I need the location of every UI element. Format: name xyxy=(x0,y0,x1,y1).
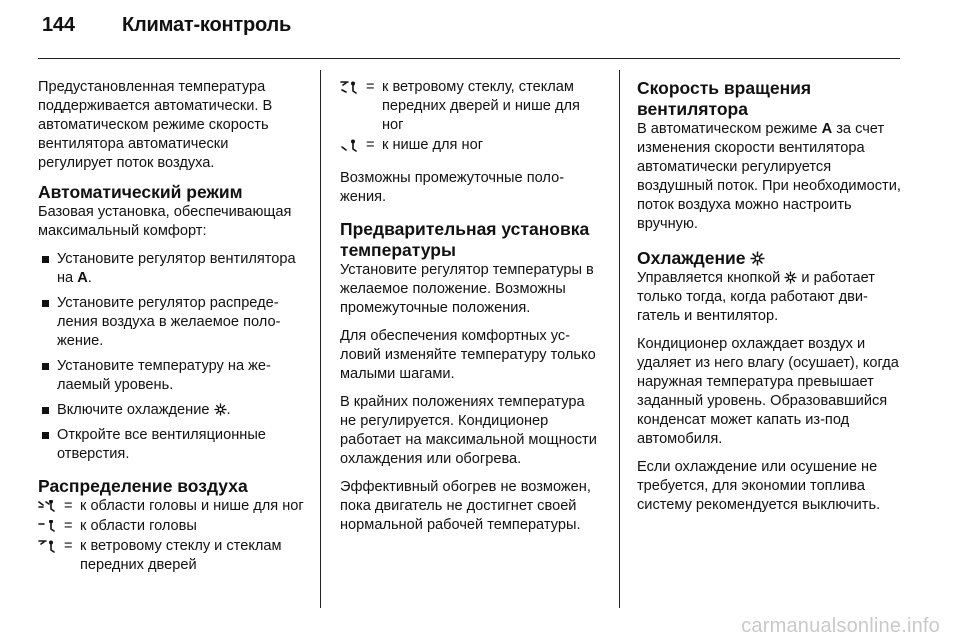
bullet-temperature: Установите температуру на желаемый уровень. xyxy=(38,357,306,395)
distribution-row: = к ветровому стеклу, стеклам передних дверей и нише для ног xyxy=(340,78,602,135)
watermark: carmanualsonline.info xyxy=(741,615,940,637)
page-title: Климат-контроль xyxy=(122,14,292,36)
bullet-marker xyxy=(42,256,49,263)
air-head-icon xyxy=(38,520,56,533)
preset-paragraph-1: Установите регулятор температуры в желаемое положение. Возможны промежуточные положения. xyxy=(340,262,594,316)
preset-paragraph-4: Эффективный обогрев не возможен, пока двигатель не достигнет своей нормальной рабочей температуры. xyxy=(340,479,591,533)
air-windscreen-feet-icon xyxy=(340,81,358,94)
intermediate-text: Возможны промежуточные положения. xyxy=(340,170,565,205)
snowflake-icon xyxy=(750,251,765,266)
bullet-distribution: Установите регулятор распределения воздуха в желаемое положение. xyxy=(38,294,306,351)
distribution-heading: Распределение воздуха xyxy=(38,476,248,496)
auto-mode-text: Базовая установка, обеспечивающая максимальный комфорт: xyxy=(38,204,292,239)
cooling-heading: Охлаждение xyxy=(637,248,903,269)
bullet-marker xyxy=(42,363,49,370)
bullet-vents: Откройте все вентиляционные отверстия. xyxy=(38,426,306,464)
distribution-row: = к нише для ног xyxy=(340,136,602,155)
column-3 xyxy=(637,78,903,524)
preset-heading: Предварительная установка температуры xyxy=(340,219,590,260)
bullet-marker xyxy=(42,432,49,439)
bullet-marker xyxy=(42,300,49,307)
bullet-fan: Установите регулятор вентилятора на A. xyxy=(38,250,306,288)
page-number: 144 xyxy=(42,14,75,36)
cooling-paragraph-3: Если охлаждение или осушение не требуется, для экономии топлива систему рекомендуется выключить. xyxy=(637,459,881,513)
air-head-feet-icon xyxy=(38,500,56,513)
preset-paragraph-2: Для обеспечения комфортных условий изменяйте температуру только малыми шагами. xyxy=(340,328,596,382)
air-feet-icon xyxy=(340,139,358,152)
column-divider-1 xyxy=(320,70,321,608)
column-divider-2 xyxy=(619,70,620,608)
column-1 xyxy=(38,78,306,576)
fan-speed-paragraph: В автоматическом режиме A за счет изменения скорости вентилятора автоматически регулируется воздушный поток. При необходимости, поток воздуха можно настроить вручную. xyxy=(637,121,901,232)
snowflake-icon xyxy=(214,403,227,416)
column-2 xyxy=(340,78,602,544)
snowflake-icon xyxy=(784,271,797,284)
distribution-row: = к области головы xyxy=(38,517,306,536)
distribution-row: = к ветровому стеклу и стеклам передних дверей xyxy=(38,537,306,575)
page-header xyxy=(42,14,291,37)
intro-paragraph: Предустановленная температура поддерживается автоматически. В автоматическом режиме скорость вентилятора автоматически регулирует поток воздуха. xyxy=(38,79,273,171)
cooling-paragraph-1: Управляется кнопкой и работает только тогда, когда работают двигатель и вентилятор. xyxy=(637,270,875,324)
bullet-marker xyxy=(42,407,49,414)
auto-mode-heading: Автоматический режим xyxy=(38,182,243,202)
bullet-cooling: Включите охлаждение . xyxy=(38,401,306,420)
fan-speed-heading: Скорость вращения вентилятора xyxy=(637,78,812,119)
air-windscreen-icon xyxy=(38,540,56,553)
cooling-paragraph-2: Кондиционер охлаждает воздух и удаляет из него влагу (осушает), когда наружная температура превышает заданный уровень. Образовавшийся конденсат может капать из-под автомобиля. xyxy=(637,336,899,447)
distribution-row: = к области головы и нише для ног xyxy=(38,497,306,516)
header-rule xyxy=(38,58,900,59)
preset-paragraph-3: В крайних положениях температура не регулируется. Кондиционер работает на максимальной мощности охлаждения или обогрева. xyxy=(340,394,597,467)
